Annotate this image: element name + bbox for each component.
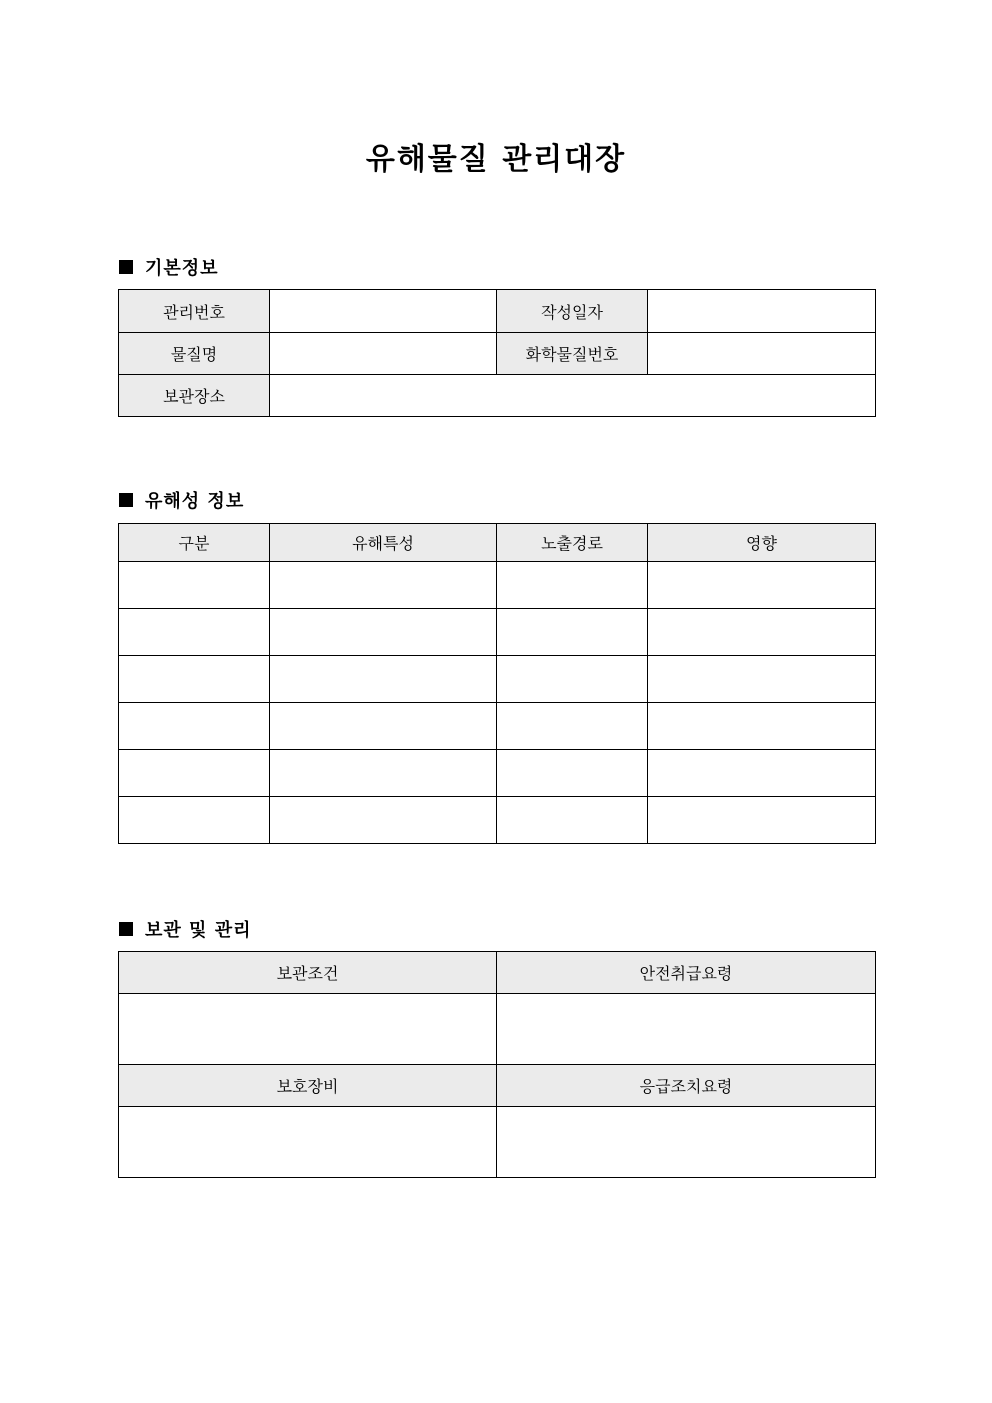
table-cell[interactable] bbox=[119, 609, 270, 656]
column-header-hazard-property: 유해특성 bbox=[270, 524, 497, 562]
column-header-effect: 영향 bbox=[648, 524, 876, 562]
table-cell[interactable] bbox=[119, 656, 270, 703]
section-title: 유해성 정보 bbox=[145, 491, 245, 512]
storage-location-field[interactable] bbox=[270, 375, 876, 417]
table-cell[interactable] bbox=[497, 797, 648, 844]
table-cell[interactable] bbox=[270, 750, 497, 797]
label-substance: 물질명 bbox=[119, 333, 270, 375]
storage-conditions-field[interactable] bbox=[119, 994, 497, 1065]
table-cell[interactable] bbox=[497, 750, 648, 797]
table-cell[interactable] bbox=[270, 797, 497, 844]
table-cell[interactable] bbox=[119, 703, 270, 750]
square-bullet-icon bbox=[119, 493, 133, 507]
section-heading-hazard bbox=[119, 487, 244, 513]
management-no-field[interactable] bbox=[270, 290, 497, 333]
square-bullet-icon bbox=[119, 260, 133, 274]
table-cell[interactable] bbox=[497, 656, 648, 703]
table-cell[interactable] bbox=[648, 656, 876, 703]
table-row bbox=[119, 562, 876, 609]
column-header-category: 구분 bbox=[119, 524, 270, 562]
table-cell[interactable] bbox=[648, 703, 876, 750]
table-cell[interactable] bbox=[648, 797, 876, 844]
table-row bbox=[119, 750, 876, 797]
chem-no-field[interactable] bbox=[648, 333, 876, 375]
section-heading-basic bbox=[119, 254, 219, 280]
storage-management-table bbox=[118, 951, 876, 1178]
table-row bbox=[119, 703, 876, 750]
table-cell[interactable] bbox=[119, 750, 270, 797]
substance-field[interactable] bbox=[270, 333, 497, 375]
header-protective-equipment: 보호장비 bbox=[119, 1065, 497, 1107]
table-cell[interactable] bbox=[648, 562, 876, 609]
header-storage-conditions: 보관조건 bbox=[119, 952, 497, 994]
table-cell[interactable] bbox=[270, 656, 497, 703]
label-storage-location: 보관장소 bbox=[119, 375, 270, 417]
table-cell[interactable] bbox=[119, 797, 270, 844]
label-chem-no: 화학물질번호 bbox=[497, 333, 648, 375]
protective-equipment-field[interactable] bbox=[119, 1107, 497, 1178]
table-cell[interactable] bbox=[119, 562, 270, 609]
header-safe-handling: 안전취급요령 bbox=[497, 952, 876, 994]
label-management-no: 관리번호 bbox=[119, 290, 270, 333]
first-aid-field[interactable] bbox=[497, 1107, 876, 1178]
column-header-exposure-route: 노출경로 bbox=[497, 524, 648, 562]
table-row bbox=[119, 656, 876, 703]
table-cell[interactable] bbox=[270, 562, 497, 609]
table-cell[interactable] bbox=[497, 703, 648, 750]
hazard-info-table bbox=[118, 523, 876, 844]
square-bullet-icon bbox=[119, 922, 133, 936]
table-cell[interactable] bbox=[270, 609, 497, 656]
section-title: 기본정보 bbox=[145, 258, 219, 279]
section-title: 보관 및 관리 bbox=[145, 920, 252, 941]
table-cell[interactable] bbox=[648, 750, 876, 797]
table-cell[interactable] bbox=[497, 609, 648, 656]
table-row bbox=[119, 609, 876, 656]
label-date: 작성일자 bbox=[497, 290, 648, 333]
page-title: 유해물질 관리대장 bbox=[365, 142, 627, 177]
table-row bbox=[119, 797, 876, 844]
table-cell[interactable] bbox=[497, 562, 648, 609]
date-field[interactable] bbox=[648, 290, 876, 333]
section-heading-storage bbox=[119, 916, 251, 942]
safe-handling-field[interactable] bbox=[497, 994, 876, 1065]
header-first-aid: 응급조치요령 bbox=[497, 1065, 876, 1107]
basic-info-table bbox=[118, 289, 876, 417]
table-cell[interactable] bbox=[648, 609, 876, 656]
table-cell[interactable] bbox=[270, 703, 497, 750]
